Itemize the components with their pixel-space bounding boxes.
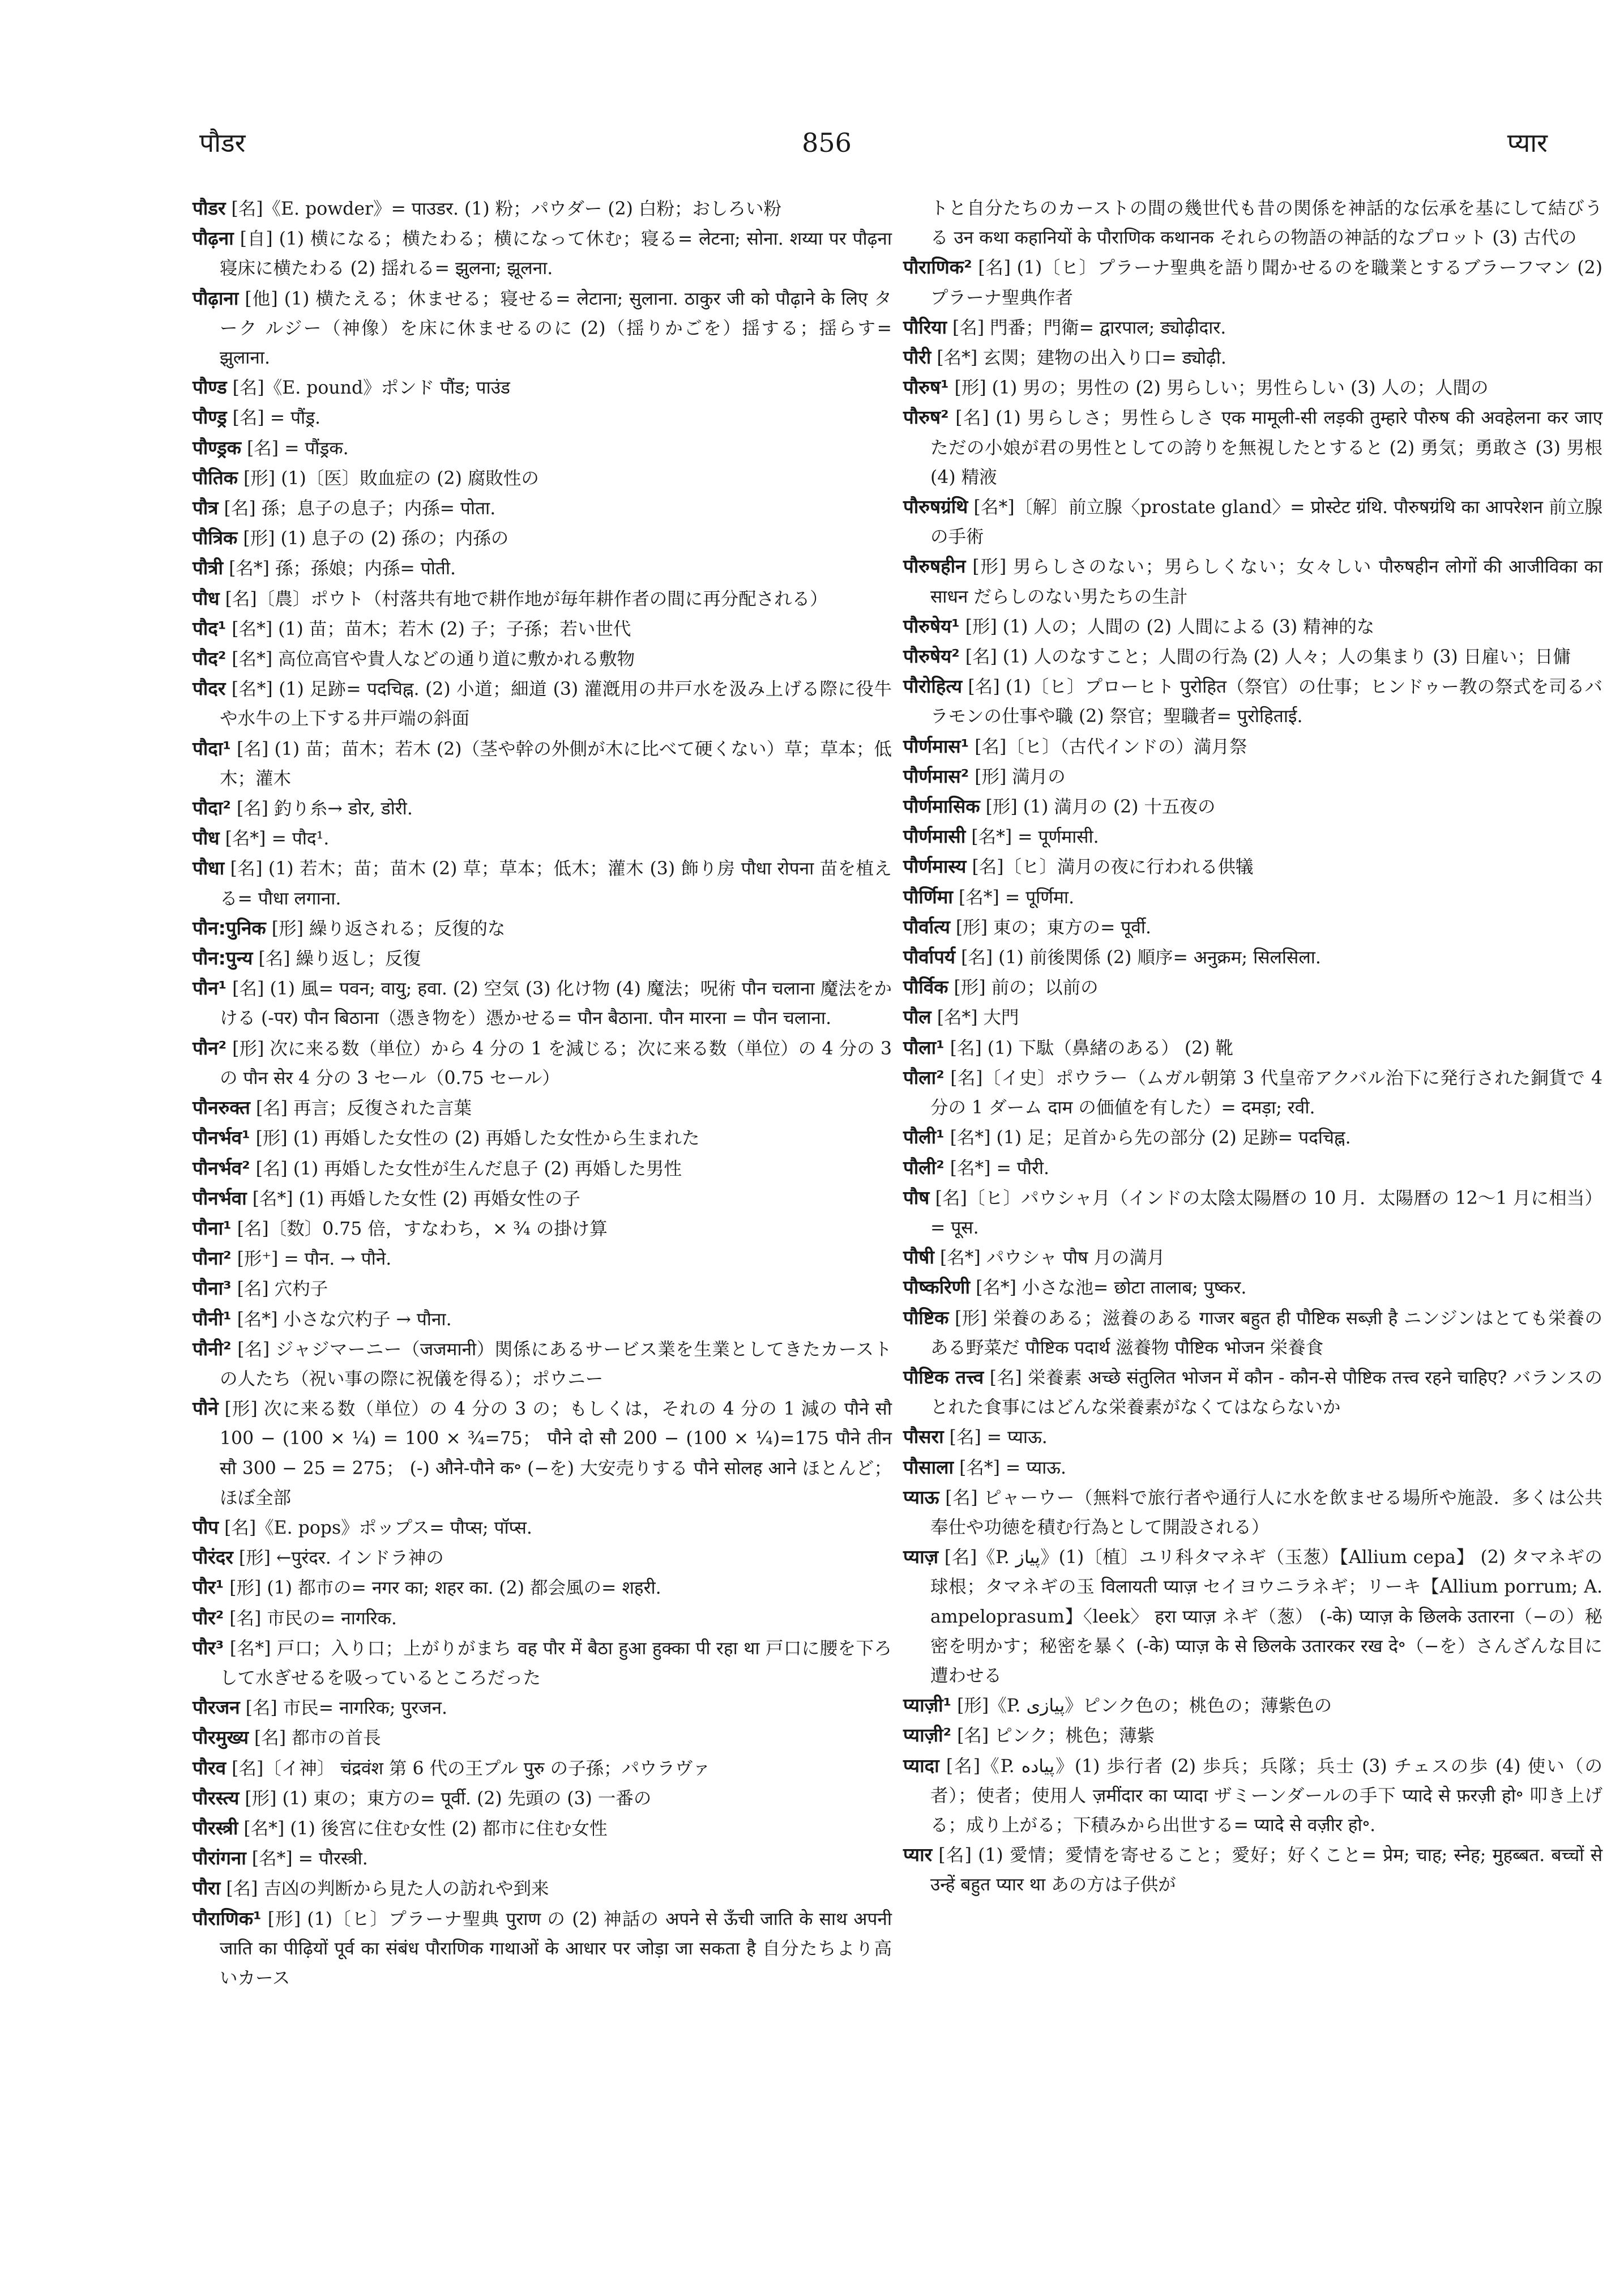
entry-headword: पौरंदर	[193, 1546, 233, 1569]
entry-headword: पौरस्त्य	[193, 1786, 240, 1809]
dictionary-entry	[903, 1183, 1602, 1243]
entry-definition: [名] 釣り糸→ डोर, डोरी.	[236, 799, 413, 820]
running-head-first-word: पौडर	[199, 127, 246, 158]
entry-headword: पौण्ड्रक	[193, 436, 241, 459]
entry-definition: [名]《P. پیاز》(1)〔植〕ユリ科タマネギ（玉葱）【Allium cepa】 (2) タマネギの球根；タマネギの玉 विलायती प्याज़ セイヨウニラネギ；リーキ【Allium porrum; A. ampeloprasum】〈leek〉 हरा प्याज़ ネギ（葱） (-के) प्याज़ के छिलके उतारना（−の）秘密を明かす；秘密を暴く (-के) प्याज़ के से छिलके उतारकर रख दे॰（−を）さんざんな目に遭わせる	[930, 1547, 1603, 1686]
entry-definition: [名] ピャーウー（無料で旅行者や通行人に水を飲ませる場所や施設．多くは公共奉仕や功徳を積む行為として開設される）	[930, 1487, 1602, 1538]
dictionary-entry	[903, 492, 1602, 552]
entry-headword: पौदा¹	[193, 737, 231, 759]
entry-definition: [名] 門番；門衛= द्वारपाल; ड्योढ़ीदार.	[952, 317, 1226, 338]
entry-definition: [名*] = पौद¹.	[225, 829, 330, 850]
entry-definition: [形] 次に来る数（単位）の 4 分の 3 の；もしくは，それの 4 分の 1 減の पौने सौ 100 − (100 × ¼) = 100 × ¾=75； पौने दो सौ 200 − (100 × ¼)=175 पौने तीन सौ 300 − 25 = 275； (-) औने-पौने क॰ (−を) 大安売りする पौने सोलह आने ほとんど；ほぼ全部	[220, 1399, 892, 1508]
entry-headword: पौर्णमास¹	[903, 735, 969, 757]
entry-headword: पौर²	[193, 1606, 224, 1629]
dictionary-entry	[903, 1063, 1602, 1122]
entry-headword: पौर³	[193, 1636, 224, 1659]
dictionary-entry	[903, 942, 1602, 972]
entry-headword: पौष्टिक	[903, 1306, 949, 1329]
entry-definition: [名*] (1) 足；足首から先の部分 (2) 足跡= पदचिह्न.	[950, 1128, 1351, 1149]
dictionary-entry	[193, 1093, 892, 1123]
entry-headword: पौर्विक	[903, 976, 948, 998]
dictionary-entry	[193, 1783, 892, 1813]
entry-headword: पौर्णिमा	[903, 885, 953, 908]
entry-definition: [名] 吉凶の判断から見た人の訪れや到来	[226, 1879, 549, 1900]
entry-definition: [名] ピンク；桃色；薄紫	[957, 1726, 1155, 1747]
entry-definition: [名*]〔解〕前立腺〈prostate gland〉= प्रोस्टेट ग्रंथि. पौरुषग्रंथि का आपरेशन 前立腺の手術	[930, 497, 1602, 548]
entry-definition: [形] (1) 男の；男性の (2) 男らしい；男性らしい (3) 人の；人間の	[954, 378, 1489, 399]
entry-definition: [形] 繰り返される；反復的な	[271, 918, 506, 939]
entry-headword: पौर्णमासिक	[903, 795, 980, 818]
entry-headword: प्याज़ी¹	[903, 1694, 952, 1717]
dictionary-entry	[903, 1751, 1602, 1841]
entry-headword: पौरुष²	[903, 406, 949, 429]
entry-headword: पौध	[193, 827, 220, 850]
entry-definition: [名] 再言；反復された言葉	[255, 1098, 472, 1119]
entry-headword: प्याऊ	[903, 1486, 939, 1508]
entry-definition: [名]〔ヒ〕パウシャ月（インドの太陰太陽暦の 10 月．太陽暦の 12〜1 月に相当）= पूस.	[930, 1188, 1602, 1238]
dictionary-entry	[193, 1693, 892, 1723]
entry-definition: [形] 男らしさのない；男らしくない；女々しい पौरुषहीन लोगों की आजीविका का साधन だらしのない男たちの生計	[930, 557, 1602, 607]
dictionary-entry	[903, 1453, 1602, 1483]
dictionary-entry	[193, 1904, 892, 1994]
entry-definition: [名] 都市の首長	[254, 1728, 381, 1749]
dictionary-entry	[903, 403, 1602, 492]
entry-headword: पौराणिक²	[903, 256, 972, 279]
entry-definition: [名]〔イ神〕 चंद्रवंश 第 6 代の王プル पुरु の子孫；パウラヴァ	[232, 1758, 711, 1779]
dictionary-entry	[903, 1033, 1602, 1063]
entry-headword: पौण्ड	[193, 376, 227, 399]
entry-headword: पौनर्भव²	[193, 1156, 250, 1179]
entry-definition: [名] (1) 愛情；愛情を寄せること；愛好；好くこと= प्रेम; चाह; स्नेह; मुहब्बत. बच्चों से उन्हें बहुत प्यार था あの方は子供が	[930, 1845, 1602, 1896]
entry-headword: पौली¹	[903, 1126, 945, 1149]
entry-definition: [形⁺] = पौन. → पौने.	[237, 1249, 392, 1270]
dictionary-entry	[903, 912, 1602, 942]
entry-headword: पौनी²	[193, 1337, 232, 1360]
entry-definition: [名]〔農〕ポウト（村落共有地で耕作地が毎年耕作者の間に再分配される）	[225, 588, 828, 609]
left-column	[193, 194, 892, 1993]
entry-definition: [名]《E. powder》= पाउडर. (1) 粉；パウダー (2) 白粉；おしろい粉	[231, 199, 781, 219]
entry-headword: पौरव	[193, 1756, 226, 1779]
entry-definition: [名]《E. pops》ポップス= पौप्स; पॉप्स.	[224, 1517, 532, 1538]
entry-definition: [形] (1)〔医〕敗血症の (2) 腐敗性の	[243, 468, 539, 489]
entry-headword: पौना¹	[193, 1217, 232, 1239]
entry-definition: [形] 満月の	[975, 766, 1066, 787]
dictionary-entry	[193, 614, 892, 644]
entry-definition: [名] = पौंड्र.	[232, 408, 321, 429]
entry-definition: [形] (1) 息子の (2) 孫の；内孫の	[243, 528, 509, 549]
entry-definition: [名*] 玄関；建物の出入り口= ड्योढ़ी.	[937, 348, 1226, 369]
entry-headword: पौर¹	[193, 1576, 224, 1599]
entry-headword: पौर्णमासी	[903, 825, 966, 848]
entry-headword: पौनरुक्त	[193, 1096, 250, 1119]
entry-definition: [名]〔ヒ〕満月の夜に行われる供犠	[972, 857, 1254, 878]
entry-headword: पौना³	[193, 1277, 232, 1300]
entry-definition: [名*] 小さな穴杓子 → पौना.	[237, 1309, 452, 1330]
dictionary-entry	[193, 373, 892, 403]
dictionary-entry	[903, 343, 1602, 373]
entry-headword: प्याज़	[903, 1546, 939, 1568]
entry-definition: [名]《P. پیاده》(1) 歩行者 (2) 歩兵；兵隊；兵士 (3) チェスの歩 (4) 使い（の者）；使者；使用人 ज़मींदार का प्यादा ザミーンダールの手下 प्यादे से फ़रज़ी हो॰ 叩き上げる；成り上がる；下積みから出世する= प्यादे से वज़ीर हो॰.	[930, 1756, 1603, 1836]
entry-headword: पौसाला	[903, 1456, 954, 1478]
dictionary-entry	[193, 1184, 892, 1214]
entry-headword: पौला¹	[903, 1036, 945, 1058]
dictionary-entry	[193, 224, 892, 283]
dictionary-entry	[193, 1304, 892, 1334]
entry-definition: [形] 栄養のある；滋養のある गाजर बहुत ही पौष्टिक सब्ज़ी है ニンジンはとても栄養のある野菜だ पौष्टिक पदार्थ 滋養物 पौष्टिक भोजन 栄養食	[930, 1308, 1602, 1358]
dictionary-entry	[903, 882, 1602, 912]
entry-headword: पौसरा	[903, 1425, 944, 1448]
entry-definition: [名*] = पूर्णमासी.	[971, 827, 1099, 848]
entry-definition: [名*] 大門	[937, 1008, 1019, 1028]
entry-headword: पौनी¹	[193, 1307, 232, 1330]
entry-headword: पौष्टिक तत्त्व	[903, 1365, 984, 1388]
entry-definition: [自] (1) 横になる；横たわる；横になって休む；寝る= लेटना; सोना. शय्या पर पौढ़ना 寝床に横たわる (2) 揺れる= झुलना; झूलना.	[220, 229, 892, 279]
entry-headword: पौरुषेय²	[903, 645, 960, 668]
entry-headword: पौषी	[903, 1246, 934, 1269]
dictionary-entry	[903, 1122, 1602, 1153]
entry-headword: पौढ़ना	[193, 227, 234, 250]
dictionary-entry	[193, 793, 892, 823]
entry-headword: पौरी	[903, 346, 931, 369]
entry-definition: [形] (1) 東の；東方の= पूर्वी. (2) 先頭の (3) 一番の	[245, 1788, 652, 1809]
dictionary-entry	[193, 1244, 892, 1274]
dictionary-entry	[193, 823, 892, 853]
entry-definition: [名] (1) 風= पवन; वायु; हवा. (2) 空気 (3) 化け物 (4) 魔法；呪術 पौन चलाना 魔法をかける (-पर) पौन बिठाना（憑き物を）憑かせる= पौन बैठाना. पौन मारना = पौन चलाना.	[220, 979, 892, 1029]
entry-definition: [形] (1) 再婚した女性の (2) 再婚した女性から生まれた	[255, 1128, 700, 1149]
entry-definition: [名] (1)〔ヒ〕プローヒト पुरोहित（祭官）の仕事；ヒンドゥー教の祭式を司るバラモンの仕事や職 (2) 祭官；聖職者= पुरोहिताई.	[930, 677, 1603, 727]
entry-headword: पौडर	[193, 197, 226, 219]
dictionary-entry	[193, 1543, 892, 1573]
dictionary-entry	[193, 194, 892, 224]
entry-headword: प्यार	[903, 1843, 933, 1866]
entry-definition: [名] (1) 人のなすこと；人間の行為 (2) 人々；人の集まり (3) 日雇い；日傭	[965, 647, 1571, 668]
entry-definition: [形] 東の；東方の= पूर्वी.	[955, 917, 1151, 938]
entry-definition: [名] 栄養素 अच्छे संतुलित भोजन में कौन - कौन-से पौष्टिक तत्त्व रहने चाहिए? バランスのとれた食事にはどんな栄養素がなくてはならないか	[930, 1367, 1603, 1418]
entry-definition: [名]〔イ史〕ポウラー（ムガル朝第 3 代皇帝アクバル治下に発行された銅貨で 4 分の 1 ダーム दाम の価値を有した）= दमड़ा; रवी.	[930, 1068, 1603, 1119]
dictionary-entry	[903, 642, 1602, 672]
dictionary-entry	[903, 612, 1602, 642]
entry-definition: [名] (1) 下駄（鼻緒のある） (2) 靴	[950, 1038, 1234, 1058]
entry-definition: [名] 繰り返し；反復	[258, 949, 421, 970]
entry-definition: [名*] 孫；孫娘；内孫= पोती.	[229, 558, 456, 579]
dictionary-entry	[903, 1363, 1602, 1422]
entry-headword: पौरुषेय¹	[903, 614, 960, 637]
dictionary-entry	[903, 1243, 1602, 1273]
entry-headword: पौने	[193, 1397, 219, 1420]
entry-headword: पौरुष¹	[903, 376, 949, 399]
entry-definition: [名] = प्याऊ.	[949, 1427, 1048, 1448]
entry-headword: पौष्करिणी	[903, 1276, 971, 1299]
entry-headword: प्याज़ी²	[903, 1724, 952, 1747]
entry-definition: [名] (1) 前後関係 (2) 順序= अनुक्रम; सिलसिला.	[961, 947, 1321, 968]
dictionary-entry	[903, 672, 1602, 731]
entry-headword: पौन:पुनिक	[193, 916, 266, 939]
dictionary-entry	[193, 734, 892, 793]
entry-headword: पौन:पुन्य	[193, 947, 253, 970]
entry-definition: [名] (1) 苗；苗木；若木 (2)（茎や幹の外側が木に比べて硬くない）草；草本；低木；灌木	[220, 739, 892, 789]
dictionary-entry	[193, 1214, 892, 1244]
entry-definition: [名*] = पूर्णिमा.	[959, 887, 1075, 908]
dictionary-entry	[903, 1721, 1602, 1751]
dictionary-entry	[193, 433, 892, 463]
entry-headword: पौरोहित्य	[903, 675, 963, 698]
entry-headword: पौरा	[193, 1877, 221, 1900]
dictionary-entry	[903, 1273, 1602, 1303]
dictionary-entry	[193, 1123, 892, 1153]
dictionary-entry	[903, 762, 1602, 792]
running-head-last-word: प्यार	[1507, 127, 1548, 158]
entry-definition: [形] (1) 満月の (2) 十五夜の	[985, 797, 1216, 818]
dictionary-entry	[193, 1573, 892, 1603]
entry-headword: पौरुषहीन	[903, 555, 966, 578]
entry-definition: [名] (1) 若木；苗；苗木 (2) 草；草本；低木；灌木 (3) 飾り房 पौधा रोपना 苗を植える= पौधा लगाना.	[220, 859, 892, 909]
dictionary-entry	[193, 284, 892, 373]
dictionary-entry	[903, 1483, 1602, 1542]
entry-definition: [名*] = प्याऊ.	[959, 1457, 1066, 1478]
entry-definition: [名*] = पौरस्त्री.	[251, 1849, 368, 1870]
entry-headword: पौद²	[193, 647, 226, 670]
entry-headword: पौनर्भव¹	[193, 1126, 250, 1149]
entry-definition: [名]〔ヒ〕（古代インドの）満月祭	[975, 736, 1247, 757]
entry-headword: प्यादा	[903, 1754, 939, 1777]
entry-headword: पौण्ड्र	[193, 406, 227, 429]
entry-headword: पौनर्भवा	[193, 1186, 247, 1209]
entry-headword: पौदर	[193, 677, 226, 700]
entry-headword: पौद¹	[193, 617, 226, 639]
entry-headword: पौदा²	[193, 797, 231, 820]
entry-definition: [名*] (1) 後宮に住む女性 (2) 都市に住む女性	[243, 1818, 608, 1839]
entry-headword: पौराणिक¹	[193, 1907, 262, 1930]
dictionary-entry	[193, 914, 892, 944]
dictionary-entry	[193, 644, 892, 674]
entry-headword: पौर्वापर्य	[903, 946, 956, 968]
dictionary-entry	[193, 463, 892, 493]
entry-headword: पौष	[903, 1186, 930, 1209]
dictionary-entry	[193, 523, 892, 553]
dictionary-entry	[193, 944, 892, 974]
entry-definition: [名] 孫；息子の息子；内孫= पोता.	[224, 498, 496, 519]
entry-definition: [名*] = पौरी.	[950, 1158, 1050, 1179]
dictionary-entry	[903, 1153, 1602, 1183]
dictionary-entry	[193, 1603, 892, 1633]
dictionary-entry	[903, 1542, 1602, 1691]
dictionary-entry	[903, 1691, 1602, 1721]
dictionary-entry	[903, 1422, 1602, 1452]
dictionary-entry	[193, 1753, 892, 1783]
entry-definition: [名]《E. pound》ポンド पौंड; पाउंड	[232, 378, 510, 399]
dictionary-entry	[903, 552, 1602, 611]
dictionary-entry	[903, 313, 1602, 343]
dictionary-entry	[903, 1303, 1602, 1363]
entry-definition: [名] ジャジマーニー（जजमानी）関係にあるサービス業を生業としてきたカーストの人たち（祝い事の際に祝儀を得る）；ポウニー	[220, 1339, 892, 1389]
entry-definition: [名] 市民= नागरिक; पुरजन.	[245, 1698, 447, 1719]
right-column	[903, 194, 1602, 1900]
dictionary-entry	[903, 1840, 1602, 1900]
entry-headword: पौर्णमास²	[903, 765, 969, 787]
dictionary-entry	[903, 822, 1602, 852]
entry-definition: [名] (1) 再婚した女性が生んだ息子 (2) 再婚した男性	[255, 1158, 682, 1179]
entry-headword: पौरुषग्रंथि	[903, 496, 968, 518]
dictionary-entry	[903, 373, 1602, 403]
entry-definition: [名*] 小さな池= छोटा तालाब; पुष्कर.	[976, 1278, 1247, 1299]
entry-headword: पौल	[903, 1006, 931, 1028]
entry-headword: पौली²	[903, 1156, 945, 1179]
continued-entry-text: トと自分たちのカーストの間の幾世代も昔の関係を神話的な伝承を基にして結びうる उन कथा कहानियों के पौराणिक कथानक それらの物語の神話的なプロット (3) 古代の	[930, 198, 1602, 249]
dictionary-entry	[903, 253, 1602, 312]
entry-definition: [名*] パウシャ पौष 月の満月	[939, 1248, 1165, 1269]
entry-definition: [形] (1) 人の；人間の (2) 人間による (3) 精神的な	[965, 616, 1375, 637]
dictionary-entry	[193, 1334, 892, 1394]
entry-headword: पौरस्त्री	[193, 1816, 238, 1839]
dictionary-entry	[193, 1813, 892, 1843]
page-number: 856	[802, 127, 852, 158]
entry-definition: [名*] 高位高官や貴人などの通り道に敷かれる敷物	[232, 649, 635, 670]
dictionary-entry	[193, 553, 892, 583]
dictionary-entry	[903, 1002, 1602, 1032]
dictionary-entry	[193, 974, 892, 1033]
entry-definition: [名] 穴杓子	[237, 1279, 328, 1300]
dictionary-entry	[903, 972, 1602, 1002]
dictionary-entry	[193, 1723, 892, 1753]
dictionary-entry	[903, 732, 1602, 762]
entry-headword: पौर्वात्य	[903, 915, 950, 938]
dictionary-entry	[193, 1034, 892, 1093]
entry-headword: पौढ़ाना	[193, 287, 239, 309]
entry-definition: [他] (1) 横たえる；休ませる；寝せる= लेटाना; सुलाना. ठाकुर जी को पौढ़ाने के लिए ターク ルジー（神像）を床に休ませるのに (2)（揺りかごを）揺する；揺らす= झुलाना.	[220, 288, 892, 369]
entry-headword: पौरजन	[193, 1696, 240, 1719]
entry-headword: पौत्र	[193, 497, 219, 519]
entry-definition: [名*] 戸口；入り口；上がりがまち वह पौर में बैठा हुआ हुक्का पी रहा था 戸口に腰を下ろして水ぎせるを吸っているところだった	[220, 1638, 892, 1688]
dictionary-entry	[193, 1394, 892, 1513]
entry-definition: [形]《P. پیازی》ピンク色の；桃色の；薄紫色の	[957, 1696, 1332, 1717]
entry-definition: [形] 次に来る数（単位）から 4 分の 1 を減じる；次に来る数（単位）の 4 分の 3 の पौन सेर 4 分の 3 セール（0.75 セール）	[220, 1038, 892, 1089]
entry-definition: [名] (1) 男らしさ；男性らしさ एक मामूली-सी लड़की तुम्हारे पौरुष की अवहेलना कर जाए ただの小娘が君の男性としての誇りを無視したとすると (2) 勇気；勇敢さ (3) 男根 (4) 精液	[930, 408, 1602, 488]
entry-headword: पौरमुख्य	[193, 1726, 249, 1749]
dictionary-entry	[193, 1513, 892, 1543]
entry-headword: पौध	[193, 587, 220, 609]
entry-headword: पौत्री	[193, 557, 224, 579]
entry-headword: पौन¹	[193, 977, 227, 1000]
entry-headword: पौना²	[193, 1247, 232, 1270]
entry-headword: पौत्रिक	[193, 527, 238, 549]
dictionary-entry	[903, 792, 1602, 822]
dictionary-entry	[903, 852, 1602, 882]
dictionary-entry	[193, 493, 892, 523]
dictionary-entry	[193, 1843, 892, 1873]
dictionary-entry	[193, 674, 892, 733]
entry-definition: [名]〔数〕0.75 倍，すなわち，× ¾ の掛け算	[237, 1218, 608, 1239]
entry-definition: [名] (1)〔ヒ〕プラーナ聖典を語り聞かせるのを職業とするブラーフマン (2) プラーナ聖典作者	[930, 258, 1602, 308]
entry-definition: [形] ←पुरंदर. インドラ神の	[238, 1548, 444, 1569]
dictionary-entry	[193, 584, 892, 614]
entry-headword: पौरिया	[903, 315, 947, 338]
entry-headword: पौतिक	[193, 466, 238, 489]
entry-headword: पौन²	[193, 1036, 227, 1059]
entry-definition: [形] (1) 都市の= नगर का; शहर का. (2) 都会風の= शहरी.	[229, 1578, 661, 1599]
entry-definition: [形] 前の；以前の	[954, 978, 1099, 998]
dictionary-entry	[193, 1274, 892, 1304]
dictionary-entry	[193, 403, 892, 433]
entry-definition: [形] (1)〔ヒ〕プラーナ聖典 पुराण の (2) 神話の अपने से ऊँची जाति के साथ अपनी जाति का पीढ़ियों पूर्व का संबंध पौराणिक गाथाओं के आधार पर जोड़ा जा सकता है 自分たちより高いカース	[220, 1909, 892, 1988]
entry-headword: पौरांगना	[193, 1847, 246, 1870]
entry-definition: [名*] (1) 再婚した女性 (2) 再婚女性の子	[252, 1188, 580, 1209]
entry-headword: पौर्णमास्य	[903, 855, 967, 878]
entry-headword: पौला²	[903, 1066, 945, 1089]
entry-definition: [名*] (1) 苗；苗木；若木 (2) 子；子孫；若い世代	[232, 618, 631, 639]
entry-definition: [名*] (1) 足跡= पदचिह्न. (2) 小道；細道 (3) 灌漑用の井戸水を汲み上げる際に役牛や水牛の上下する井戸端の斜面	[220, 679, 892, 729]
entry-headword: पौधा	[193, 857, 225, 880]
dictionary-entry	[193, 1873, 892, 1903]
entry-headword: पौप	[193, 1516, 219, 1538]
entry-definition: [名] = पौंड्रक.	[246, 438, 349, 459]
dictionary-entry	[193, 1154, 892, 1184]
dictionary-entry	[193, 853, 892, 913]
dictionary-entry	[193, 1633, 892, 1693]
entry-definition: [名] 市民の= नागरिक.	[229, 1608, 397, 1629]
